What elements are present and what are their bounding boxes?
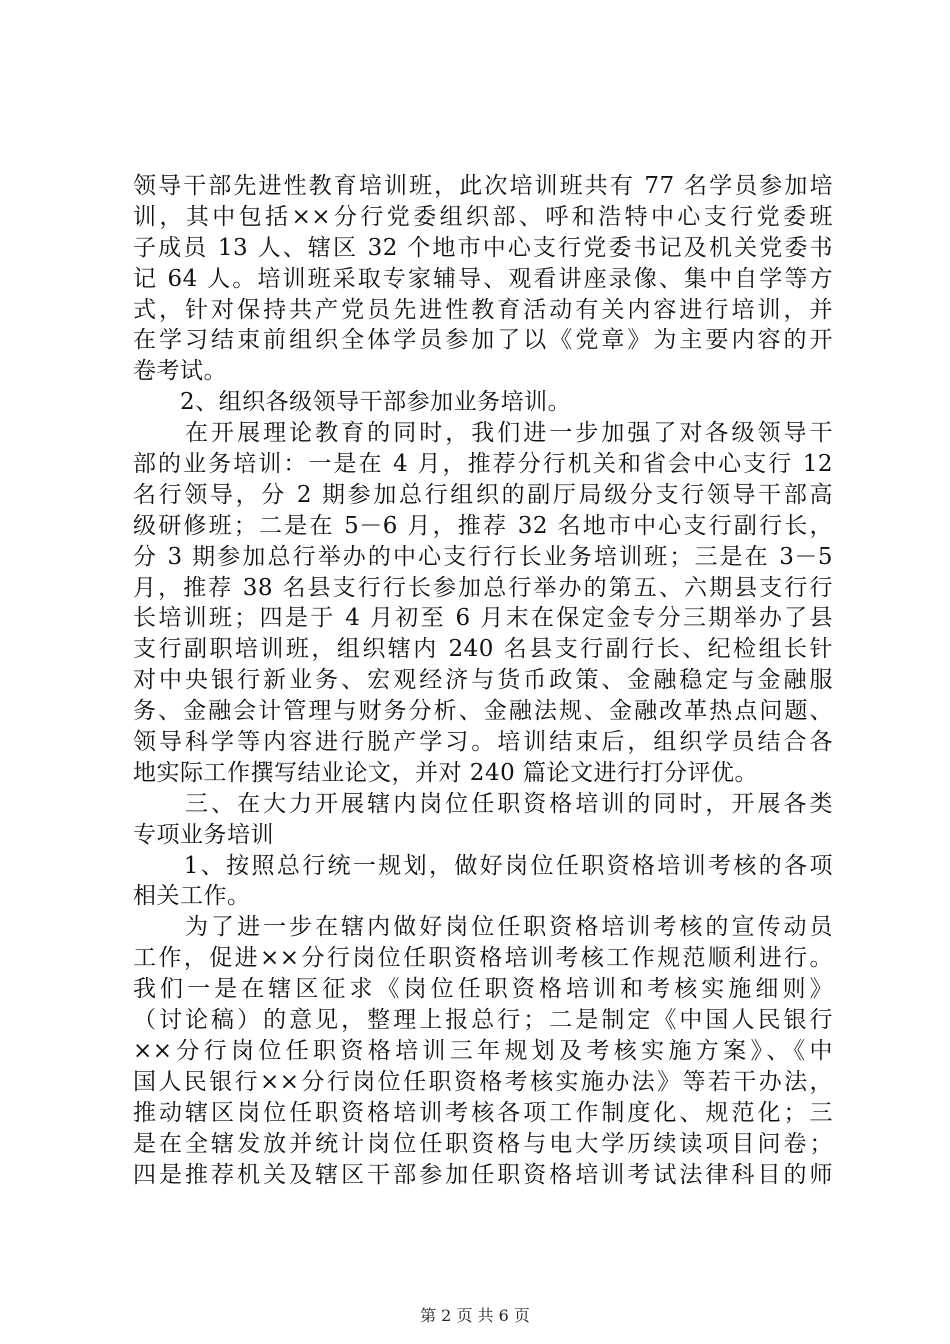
text-line: （讨论稿）的意见，整理上报总行；二是制定《中国人民银行 xyxy=(133,1007,833,1034)
text-line: 地实际工作撰写结业论文，并对 240 篇论文进行打分评优。 xyxy=(133,759,759,786)
text-line: ××分行岗位任职资格培训三年规划及考核实施方案》、《中 xyxy=(133,1037,833,1064)
section-heading: 相关工作。 xyxy=(133,883,251,910)
text-line: 在开展理论教育的同时，我们进一步加强了对各级领导干 xyxy=(133,420,833,447)
text-line: 推动辖区岗位任职资格培训考核各项工作制度化、规范化；三 xyxy=(133,1099,833,1126)
text-line: 名行领导，分 2 期参加总行组织的副厅局级分支行领导干部高 xyxy=(133,481,833,508)
text-line: 国人民银行××分行岗位任职资格考核实施办法》等若干办法， xyxy=(133,1068,833,1095)
section-heading: 三、在大力开展辖内岗位任职资格培训的同时，开展各类 xyxy=(133,790,833,817)
text-line: 对中央银行新业务、宏观经济与货币政策、金融稳定与金融服 xyxy=(133,667,833,694)
text-line: 记 64 人。培训班采取专家辅导、观看讲座录像、集中自学等方 xyxy=(133,265,833,292)
text-line: 我们一是在辖区征求《岗位任职资格培训和考核实施细则》 xyxy=(133,976,833,1003)
text-line: 式，针对保持共产党员先进性教育活动有关内容进行培训，并 xyxy=(133,296,833,323)
page-number: 第 2 页 共 6 页 xyxy=(420,1306,530,1325)
text-line: 卷考试。 xyxy=(133,358,227,385)
text-line: 为了进一步在辖内做好岗位任职资格培训考核的宣传动员 xyxy=(133,914,833,941)
text-line: 训，其中包括××分行党委组织部、呼和浩特中心支行党委班 xyxy=(133,203,833,230)
text-line: 支行副职培训班，组织辖内 240 名县支行副行长、纪检组长针 xyxy=(133,636,833,663)
body-text xyxy=(133,171,833,1190)
text-line: 长培训班；四是于 4 月初至 6 月末在保定金专分三期举办了县 xyxy=(133,605,833,632)
text-line: 是在全辖发放并统计岗位任职资格与电大学历续读项目问卷； xyxy=(133,1130,833,1157)
section-heading: 1、按照总行统一规划，做好岗位任职资格培训考核的各项 xyxy=(133,852,833,879)
text-line: 四是推荐机关及辖区干部参加任职资格培训考试法律科目的师 xyxy=(133,1161,833,1188)
text-line: 务、金融会计管理与财务分析、金融法规、金融改革热点问题、 xyxy=(133,698,833,725)
text-line: 领导干部先进性教育培训班，此次培训班共有 77 名学员参加培 xyxy=(133,173,833,199)
text-line: 工作，促进××分行岗位任职资格培训考核工作规范顺利进行。 xyxy=(133,945,833,972)
text-line: 领导科学等内容进行脱产学习。培训结束后，组织学员结合各 xyxy=(133,729,833,756)
section-heading: 专项业务培训 xyxy=(133,821,274,848)
section-heading: 2、组织各级领导干部参加业务培训。 xyxy=(133,389,572,416)
text-line: 部的业务培训：一是在 4 月，推荐分行机关和省会中心支行 12 xyxy=(133,451,833,478)
text-line: 分 3 期参加总行举办的中心支行行长业务培训班；三是在 3－5 xyxy=(133,543,833,570)
text-line: 子成员 13 人、辖区 32 个地市中心支行党委书记及机关党委书 xyxy=(133,234,833,261)
text-line: 在学习结束前组织全体学员参加了以《党章》为主要内容的开 xyxy=(133,327,833,354)
text-line: 级研修班；二是在 5－6 月，推荐 32 名地市中心支行副行长， xyxy=(133,512,833,539)
text-line: 月，推荐 38 名县支行行长参加总行举办的第五、六期县支行行 xyxy=(133,574,833,601)
